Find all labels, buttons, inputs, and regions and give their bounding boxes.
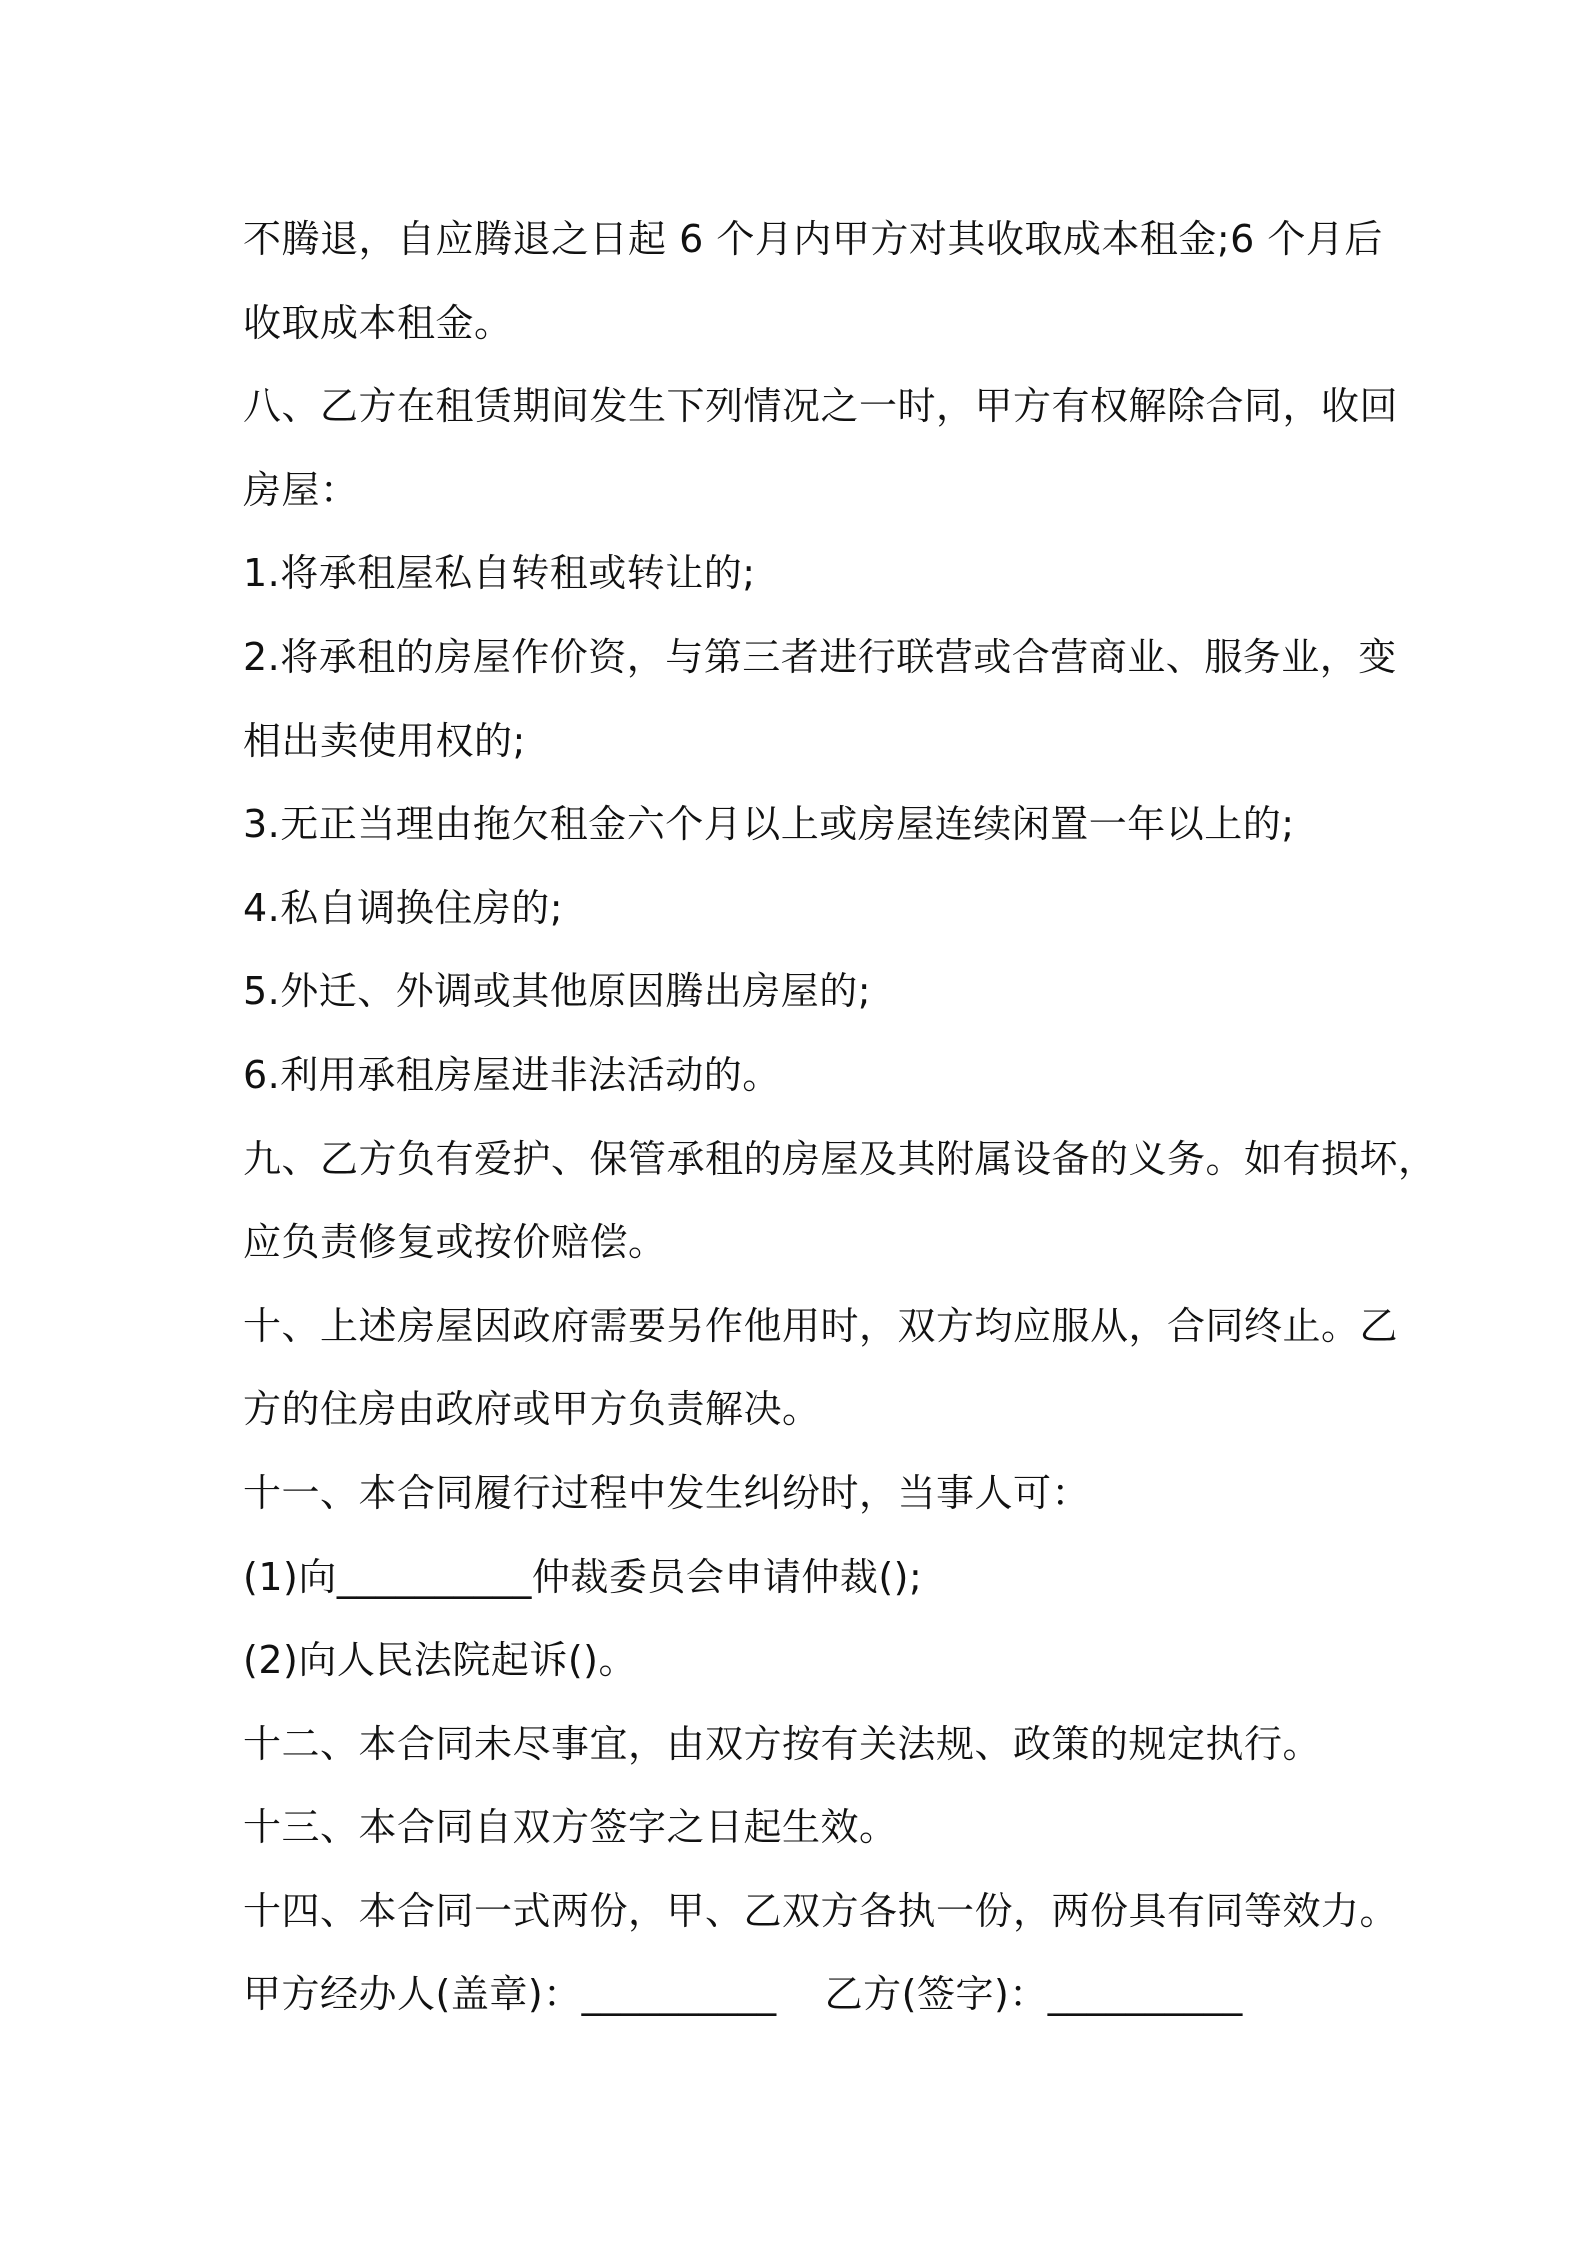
text-line: 十一、本合同履行过程中发生纠纷时，当事人可： [243, 1470, 1091, 1515]
text-line: 6.利用承租房屋进非法活动的。 [243, 1052, 781, 1097]
contract-body [243, 198, 1437, 2037]
party-b-signature: 乙方(签字)：__________ [824, 1972, 1243, 2017]
text-line: 房屋： [243, 467, 359, 512]
text-line: 应负责修复或按价赔偿。 [243, 1220, 667, 1265]
text-line: 4.私自调换住房的; [243, 885, 564, 930]
text-line: 九、乙方负有爱护、保管承租的房屋及其附属设备的义务。如有损坏， [243, 1136, 1437, 1181]
signature-line [243, 1953, 1363, 2037]
text-line: 八、乙方在租赁期间发生下列情况之一时，甲方有权解除合同，收回 [243, 384, 1399, 429]
text-line: 十四、本合同一式两份，甲、乙双方各执一份，两份具有同等效力。 [243, 1888, 1399, 1933]
text-line: 相出卖使用权的; [243, 718, 526, 763]
text-line: 十三、本合同自双方签字之日起生效。 [243, 1805, 898, 1850]
text-line: (1)向__________仲裁委员会申请仲裁(); [243, 1554, 923, 1599]
party-a-signature: 甲方经办人(盖章)：__________ [243, 1972, 777, 2017]
text-line: 十二、本合同未尽事宜，由双方按有关法规、政策的规定执行。 [243, 1721, 1322, 1766]
text-line: 5.外迁、外调或其他原因腾出房屋的; [243, 969, 872, 1014]
text-line: 收取成本租金。 [243, 300, 513, 345]
text-line: 3.无正当理由拖欠租金六个月以上或房屋连续闲置一年以上的; [243, 802, 1295, 847]
text-line: 方的住房由政府或甲方负责解决。 [243, 1387, 821, 1432]
text-line: (2)向人民法院起诉()。 [243, 1638, 637, 1683]
text-line: 1.将承租屋私自转租或转让的; [243, 551, 756, 596]
text-line: 2.将承租的房屋作价资，与第三者进行联营或合营商业、服务业，变 [243, 634, 1397, 679]
text-line: 十、上述房屋因政府需要另作他用时，双方均应服从，合同终止。乙 [243, 1303, 1399, 1348]
text-line: 不腾退，自应腾退之日起 6 个月内甲方对其收取成本租金;6 个月后 [243, 217, 1383, 261]
